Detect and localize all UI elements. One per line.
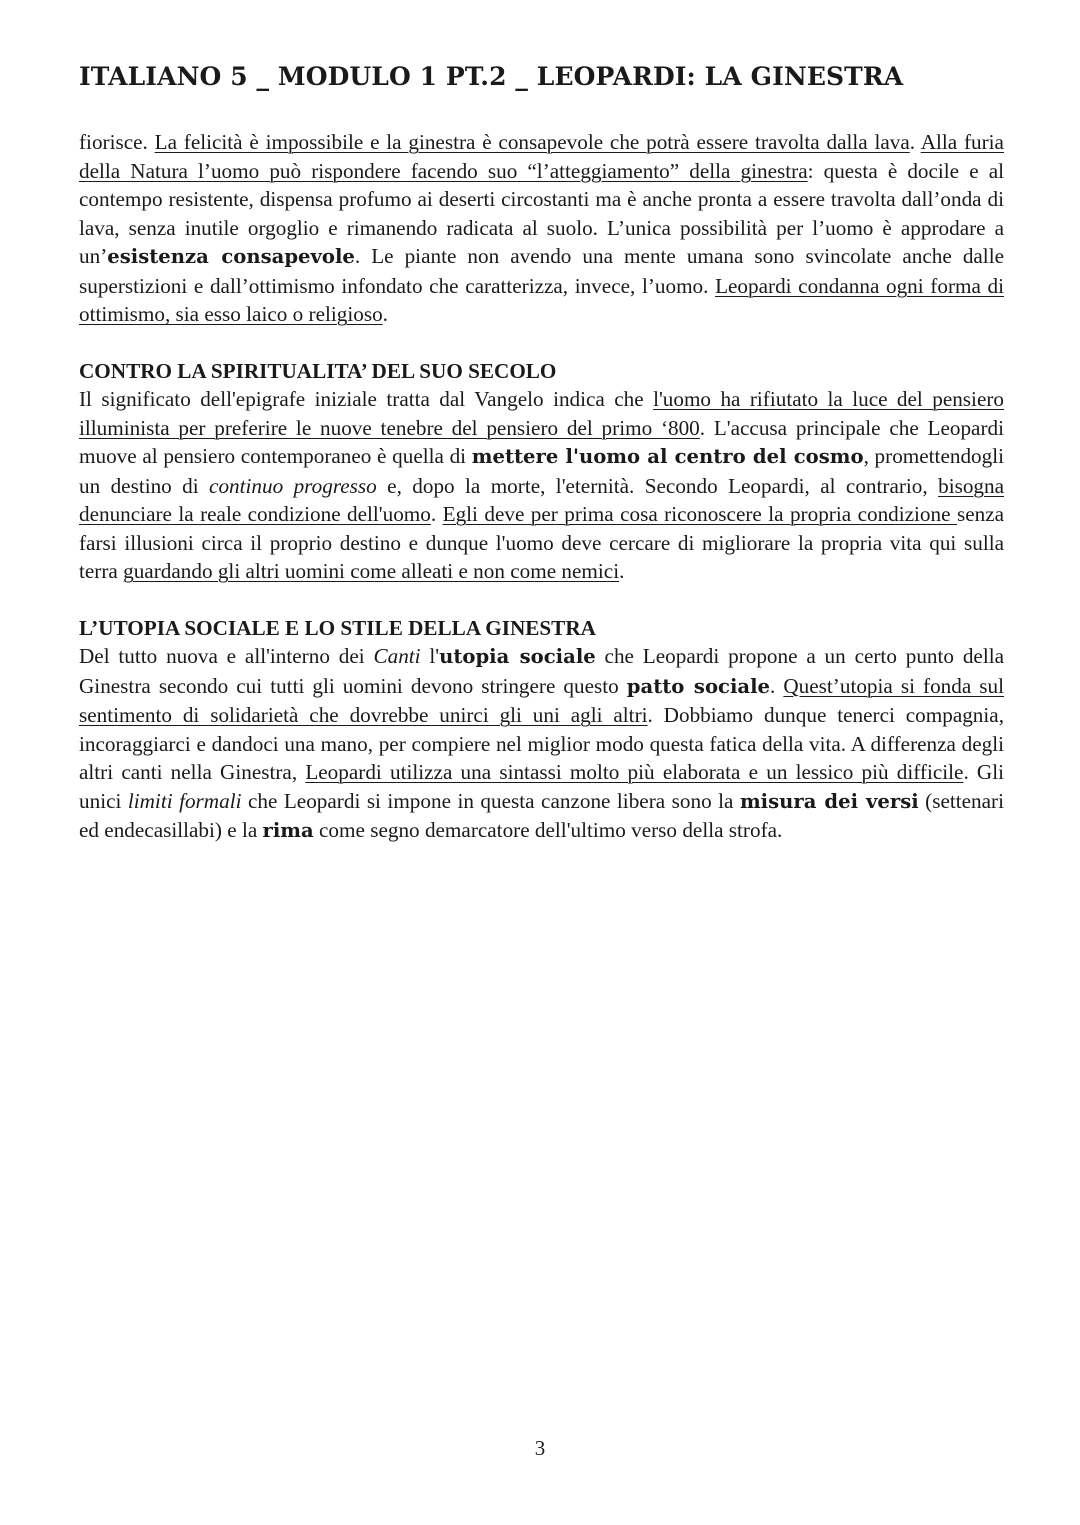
paragraph-ginestra — [79, 128, 1004, 329]
underlined-text: Leopardi condanna ogni forma di ottimismo, sia esso laico o religioso — [79, 273, 1004, 326]
italic-text: continuo progresso — [209, 473, 377, 498]
underlined-text: l'uomo ha rifiutato la luce del pensiero illuminista per preferire le nuove tenebre del pensiero del primo ‘800 — [79, 387, 1004, 440]
page-number: 3 — [534, 1436, 546, 1460]
underlined-text: La felicità è impossibile e la ginestra è consapevole che potrà essere travolta dalla lava — [154, 130, 910, 154]
paragraph-spiritualita — [79, 385, 1004, 586]
paragraph-gap — [79, 586, 1004, 614]
text-span: : questa è docile e al contempo resistente, dispensa profumo ai deserti circostanti ma è anche pronta a essere travolta dall’onda di lava, senza inutile orgoglio e rimanendo radicata al suolo. L’unica possibilità per l’uomo è approdare a un’ — [79, 158, 1004, 268]
bold-text: rima — [262, 819, 314, 842]
text-span: , promettendogli un destino di — [79, 444, 1004, 498]
bold-text: mettere l'uomo al centro del cosmo — [471, 445, 864, 468]
italic-text: limiti formali — [127, 788, 242, 813]
bold-text: patto sociale — [626, 674, 771, 698]
paragraph-gap — [79, 329, 1004, 357]
text-span: . — [770, 673, 784, 698]
section-heading-utopia: L’UTOPIA SOCIALE E LO STILE DELLA GINESTRA — [79, 615, 596, 640]
text-span: Del tutto nuova e all'interno dei — [79, 644, 374, 668]
section-heading-spiritualita: CONTRO LA SPIRITUALITA’ DEL SUO SECOLO — [79, 358, 557, 383]
text-span: senza farsi illusioni circa il proprio destino e dunque l'uomo deve cercare di migliorare la propria vita qui sulla terra — [79, 502, 1005, 583]
text-span: fiorisce. — [79, 130, 155, 154]
bold-text: utopia sociale — [439, 645, 596, 668]
text-span: . Gli unici — [79, 760, 1005, 813]
text-span: . — [619, 559, 625, 583]
underlined-text: Alla furia della Natura l’uomo può rispondere facendo suo “l’atteggiamento” della ginestra — [79, 130, 1004, 183]
bold-text: misura dei versi — [739, 789, 919, 813]
text-span: . L'accusa principale che Leopardi muove al pensiero contemporaneo è quella di — [79, 415, 1004, 468]
text-span: . Le piante non avendo una mente umana sono svincolate anche dalle superstizioni e dall’ottimismo infondato che caratterizza, invece, l’uomo. — [79, 244, 1004, 298]
underlined-text: bisogna denunciare la reale condizione dell'uomo — [79, 473, 1005, 526]
bold-text: esistenza consapevole — [107, 245, 355, 268]
italic-text: Canti — [373, 644, 421, 668]
text-span: come segno demarcatore dell'ultimo verso della strofa. — [313, 818, 783, 842]
underlined-text: Leopardi utilizza una sintassi molto più elaborata e un lessico più difficile — [305, 760, 964, 784]
text-span: . — [382, 302, 388, 326]
paragraph-utopia — [79, 642, 1004, 846]
text-span: . Dobbiamo dunque tenerci compagnia, incoraggiarci e dandoci una mano, per compiere nel miglior modo questa fatica della vita. A differenza degli altri canti nella Ginestra, — [79, 703, 1004, 784]
underlined-text: Egli deve per prima cosa riconoscere la propria condizione — [442, 502, 957, 526]
document-body — [79, 128, 1004, 846]
page-title: ITALIANO 5 _ MODULO 1 PT.2 _ LEOPARDI: LA GINESTRA — [79, 62, 904, 91]
underlined-text: guardando gli altri uomini come alleati e non come nemici — [123, 559, 620, 583]
text-span: che Leopardi propone a un certo punto della Ginestra secondo cui tutti gli uomini devono stringere questo — [79, 644, 1004, 698]
text-span: Il significato dell'epigrafe iniziale tratta dal Vangelo indica che — [79, 387, 654, 411]
text-span: (settenari ed endecasillabi) e la — [79, 788, 1004, 842]
text-span: e, dopo la morte, l'eternità. Secondo Leopardi, al contrario, — [376, 473, 939, 498]
underlined-text: Quest’utopia si fonda sul sentimento di solidarietà che dovrebbe unirci gli uni agli altri — [79, 673, 1005, 727]
text-span: l' — [420, 644, 440, 668]
text-span: . — [430, 502, 443, 526]
text-span: . — [909, 130, 921, 154]
text-span: che Leopardi si impone in questa canzone libera sono la — [241, 788, 740, 813]
